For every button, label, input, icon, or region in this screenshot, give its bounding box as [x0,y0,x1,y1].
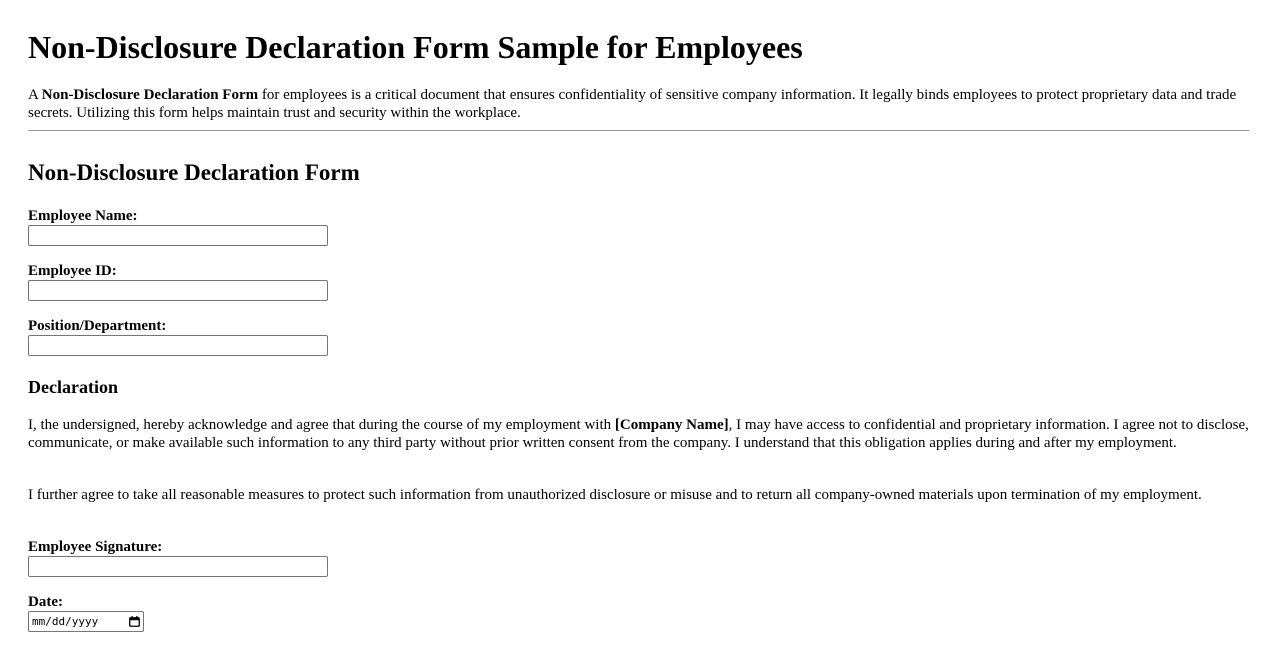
employee-name-label: Employee Name: [28,208,138,224]
intro-rest: for employees is a critical document that ensures confidentiality of sensitive company information. It legally binds employees to protect proprietary data and trade secrets. Utilizing this form helps maintain trust and security within the workplace. [28,87,1237,121]
declaration-paragraph-1 [28,416,1250,452]
section-divider [28,130,1249,131]
intro-bold: Non-Disclosure Declaration Form [41,87,259,103]
declaration-heading: Declaration [28,377,118,397]
position-input[interactable] [28,335,328,356]
date-label: Date: [28,594,63,610]
company-name-placeholder: [Company Name] [614,417,729,433]
employee-id-label: Employee ID: [28,263,117,279]
signature-label: Employee Signature: [28,539,163,555]
employee-id-input[interactable] [28,280,328,301]
page-title: Non-Disclosure Declaration Form Sample for Employees [28,29,803,65]
date-input[interactable] [28,611,144,632]
intro-prefix: A [28,87,42,103]
date-placeholder: mm/dd/yyyy [32,614,99,628]
position-label: Position/Department: [28,318,167,334]
form-heading: Non-Disclosure Declaration Form [28,160,360,185]
employee-name-input[interactable] [28,225,328,246]
declaration-p1-prefix: I, the undersigned, hereby acknowledge and agree that during the course of my employment with [28,417,615,433]
declaration-p1-rest: , I may have access to confidential and proprietary information. I agree not to disclose, communicate, or make available such information to any third party without prior written consent from the company. I understand that this obligation applies during and after my employment. [28,417,1249,451]
declaration-paragraph-2: I further agree to take all reasonable measures to protect such information from unauthorized disclosure or misuse and to return all company-owned materials upon termination of my employment. [28,487,1202,503]
signature-input[interactable] [28,556,328,577]
calendar-icon[interactable] [129,616,140,627]
intro-paragraph [28,86,1248,122]
